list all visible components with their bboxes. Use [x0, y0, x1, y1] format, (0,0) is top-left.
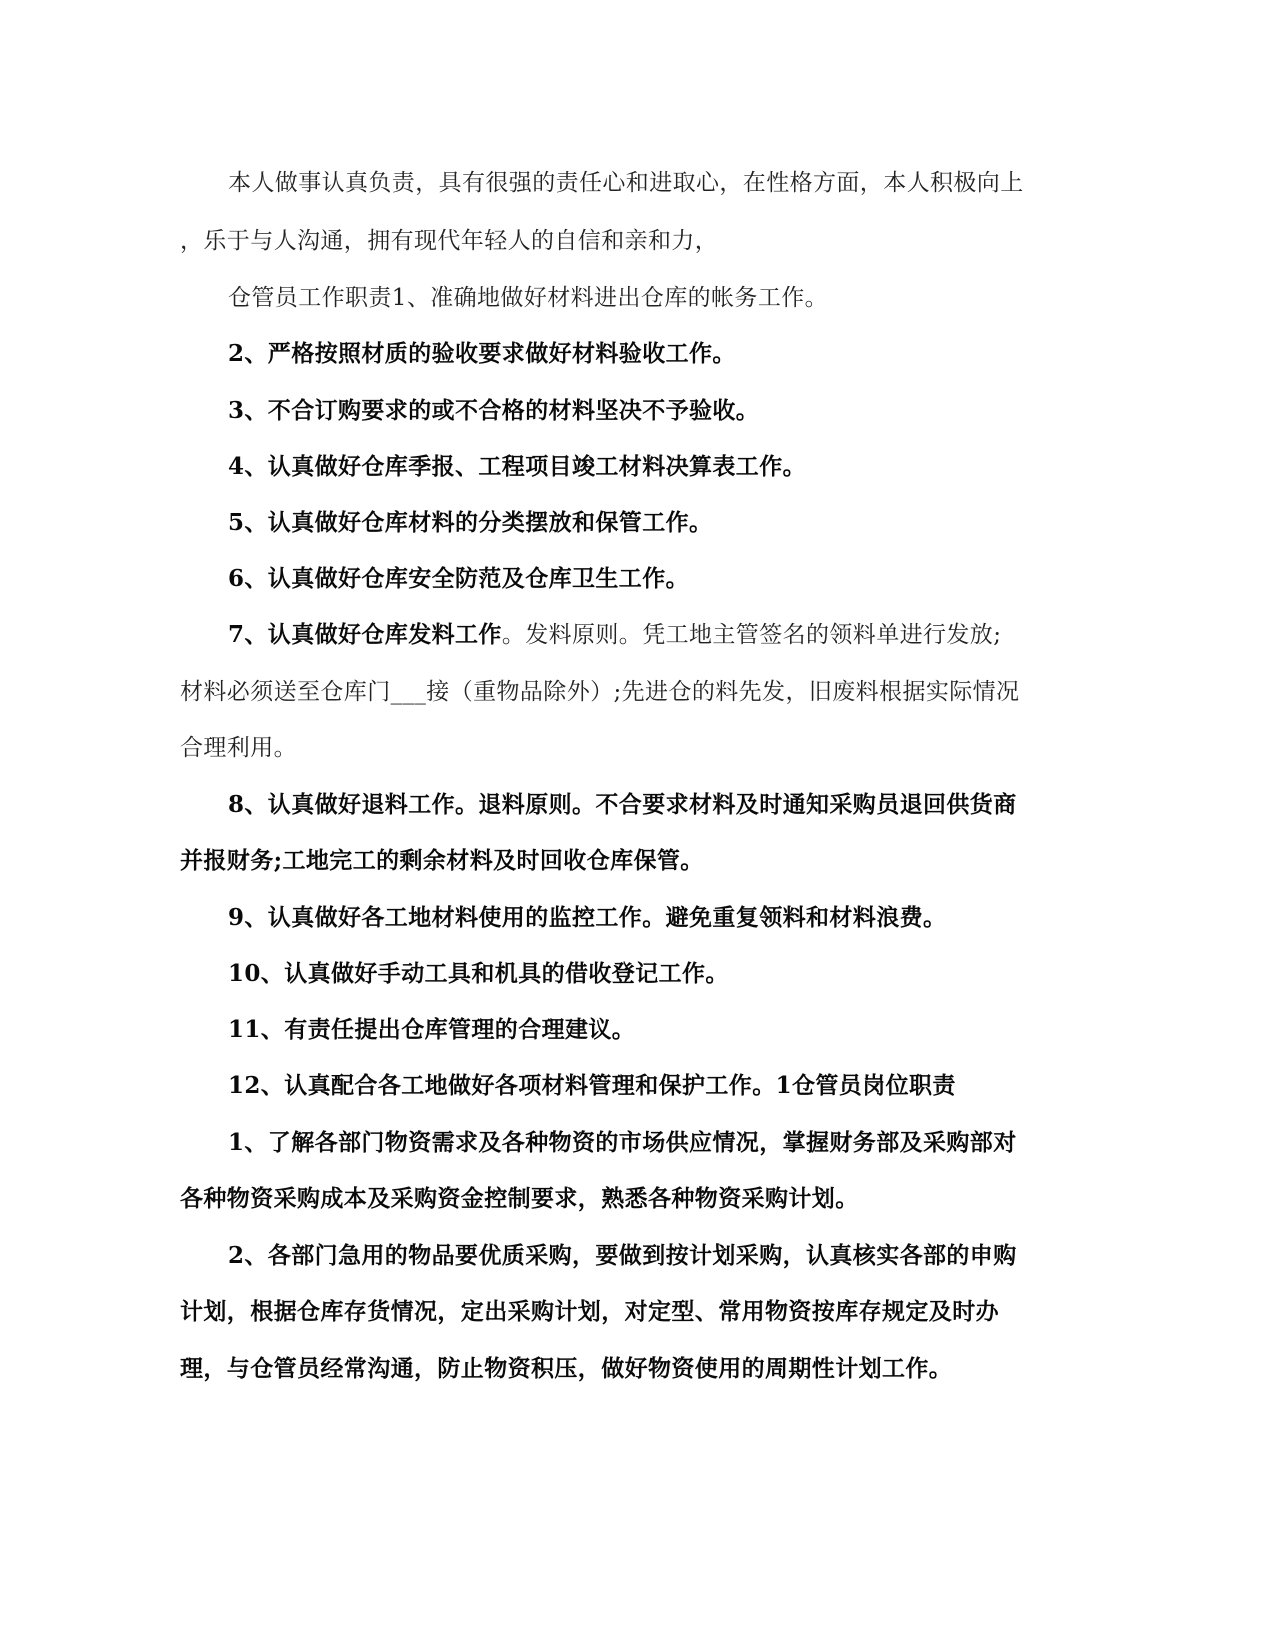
duty-item-7-rest: 。发料原则。凭工地主管签名的领料单进行发放; — [501, 622, 1002, 648]
post-duty-1-line-2: 各种物资采购成本及采购资金控制要求，熟悉各种物资采购计划。 — [180, 1185, 859, 1212]
post-duty-2-line-3: 理，与仓管员经常沟通，防止物资积压，做好物资使用的周期性计划工作。 — [180, 1355, 953, 1382]
duty-item-7-line-2: 材料必须送至仓库门___接（重物品除外）;先进仓的料先发，旧废料根据实际情况 — [180, 679, 1020, 705]
duty-item-5: 5、认真做好仓库材料的分类摆放和保管工作。 — [228, 509, 713, 536]
duty-item-10: 10、认真做好手动工具和机具的借收登记工作。 — [228, 960, 729, 987]
duty-item-9: 9、认真做好各工地材料使用的监控工作。避免重复领料和材料浪费。 — [228, 904, 947, 931]
duty-item-11: 11、有责任提出仓库管理的合理建议。 — [228, 1016, 636, 1043]
duty-item-6: 6、认真做好仓库安全防范及仓库卫生工作。 — [228, 565, 690, 592]
post-duty-1-line-1: 1、了解各部门物资需求及各种物资的市场供应情况，掌握财务部及采购部对 — [228, 1129, 1017, 1156]
duty-item-2: 2、严格按照材质的验收要求做好材料验收工作。 — [228, 340, 736, 367]
duty-item-7-title: 7、认真做好仓库发料工作 — [228, 621, 502, 648]
post-duty-2-line-1: 2、各部门急用的物品要优质采购，要做到按计划采购，认真核实各部的申购 — [228, 1242, 1017, 1269]
duty-item-8-line-1: 8、认真做好退料工作。退料原则。不合要求材料及时通知采购员退回供货商 — [228, 791, 1017, 818]
duty-item-12: 12、认真配合各工地做好各项材料管理和保护工作。1仓管员岗位职责 — [228, 1072, 956, 1099]
paragraph-2-line-1: 仓管员工作职责1、准确地做好材料进出仓库的帐务工作。 — [228, 285, 829, 311]
duty-item-3: 3、不合订购要求的或不合格的材料坚决不予验收。 — [228, 397, 760, 424]
duty-item-7-line-1 — [228, 620, 1095, 650]
duty-item-7-line-3: 合理利用。 — [180, 735, 297, 761]
duty-item-4: 4、认真做好仓库季报、工程项目竣工材料决算表工作。 — [228, 453, 807, 480]
paragraph-1-line-2: ，乐于与人沟通，拥有现代年轻人的自信和亲和力， — [180, 228, 719, 254]
post-duty-2-line-2: 计划，根据仓库存货情况，定出采购计划，对定型、常用物资按库存规定及时办 — [180, 1298, 999, 1325]
duty-item-8-line-2: 并报财务;工地完工的剩余材料及时回收仓库保管。 — [180, 847, 704, 874]
paragraph-1-line-1: 本人做事认真负责，具有很强的责任心和进取心，在性格方面，本人积极向上 — [228, 170, 1024, 196]
